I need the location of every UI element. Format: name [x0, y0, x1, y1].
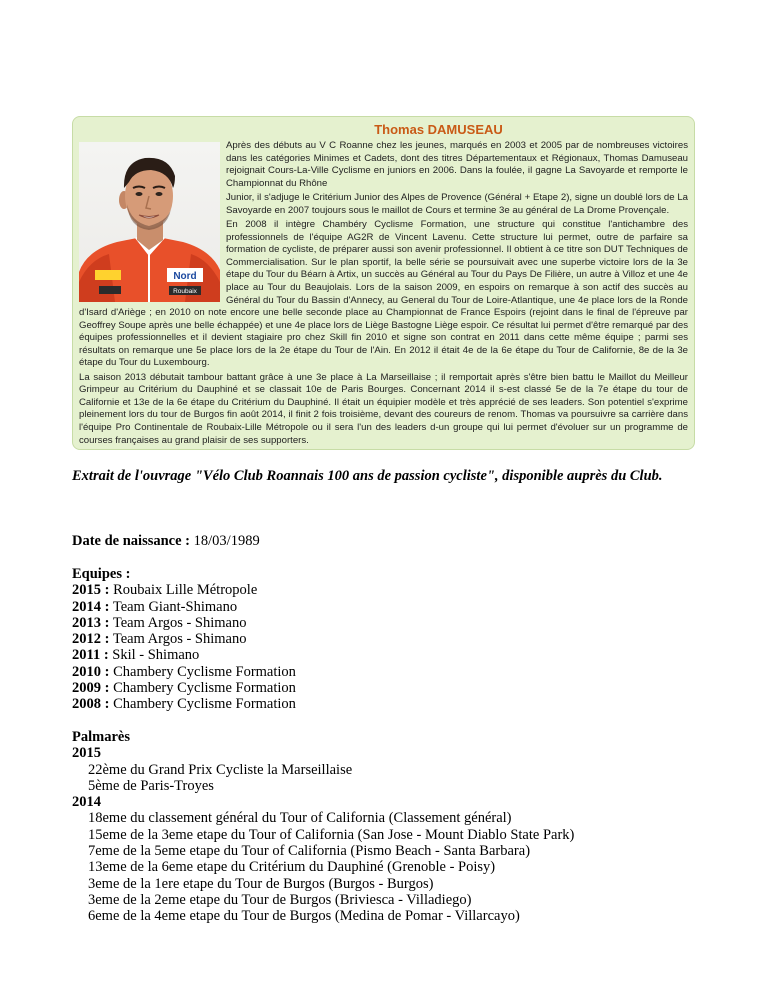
team-row [72, 615, 296, 631]
team-row [72, 599, 296, 615]
palmares-result: 22ème du Grand Prix Cycliste la Marseillaise [88, 761, 353, 778]
team-year: 2009 : [72, 680, 110, 697]
bio-paragraph: Après des débuts au V C Roanne chez les jeunes, marqués en 2003 et 2005 par de nombreuses victoires dans les catégories Minimes et Cadets, dont des titres Départementaux et Régionaux, Thomas Damuseau rejoignait Cours-La-Ville Cyclisme en juniors en 2006. Dans la foulée, il gagne La Savoyarde et remporte le Championnat du Rhône [226, 140, 688, 189]
palmares-result: 15eme de la 3eme etape du Tour of California (San Jose - Mount Diablo State Park) [88, 826, 575, 843]
team-year: 2013 : [72, 614, 110, 631]
team-name: Team Argos - Shimano [112, 631, 247, 648]
team-name: Chambery Cyclisme Formation [113, 663, 296, 680]
palmares-result: 18eme du classement général du Tour of California (Classement général) [88, 810, 512, 827]
team-name: Roubaix Lille Métropole [113, 582, 258, 599]
team-row [72, 696, 296, 712]
teams-section [72, 566, 296, 713]
team-row [72, 631, 296, 647]
bio-paragraph: Junior, il s'adjuge le Critérium Junior des Alpes de Provence (Général + Etape 2), signe un doublé lors de La Savoyarde en 2007 toujours sous le maillot de Cours et termine 3e au général de La Drome Provençale. [226, 192, 688, 216]
palmares-result: 6eme de la 4eme etape du Tour de Burgos (Medina de Pomar - Villarcayo) [88, 908, 520, 925]
team-row [72, 582, 296, 598]
jersey-team-text: Roubaix [173, 288, 197, 295]
team-name: Team Giant-Shimano [112, 598, 238, 615]
bio-paragraph: La saison 2013 débutait tambour battant grâce à une 3e place à La Marseillaise ; il remportait après s'être bien battu le Maillot du Meilleur Grimpeur au Critérium du Dauphiné et se classait 10e de Paris Bourges. Concernant 2014 il s-est classé 5e de la 7e étape du tour de Californie et 13e de la 6e étape du Critérium du Dauphiné. Il était un équipier modèle et très apprécié de ses leaders. Son potentiel s'exprime pleinement lors du tour de Burgos fin août 2014, il finit 2 fois troisième, devant des coureurs de renom. Thomas va poursuivre sa carrière dans l'équipe Pro Continentale de Roubaix-Lille Métropole ou il sera l'un des leaders d-un groupe qui lui permet d'évoluer sur un programme de courses françaises au grand plaisir de ses supporters. [79, 371, 688, 446]
team-row [72, 647, 296, 663]
team-year: 2015 : [72, 582, 110, 599]
bio-title: Thomas DAMUSEAU [374, 122, 503, 137]
team-name: Chambery Cyclisme Formation [113, 696, 296, 713]
palmares-result: 5ème de Paris-Troyes [88, 777, 214, 794]
team-name: Chambery Cyclisme Formation [113, 680, 296, 697]
teams-heading: Equipes : [72, 566, 131, 582]
rider-portrait-image [79, 142, 220, 302]
team-row [72, 664, 296, 680]
palmares-year: 2015 [72, 745, 101, 762]
team-year: 2011 : [72, 647, 109, 664]
bio-paragraph: En 2008 il intègre Chambéry Cyclisme Formation, une structure qui constitue l'antichambre des professionnels de l'équipe AG2R de Vincent Lavenu. Cette structure lui permet, outre de parfaire sa formation de cycliste, de préparer aussi son avenir professionnel. Il obtient à ce titre son DUT Techniques de Commercialisation. Sur le plan sportif, la belle série se poursuivait avec une superbe victoire lors de la 3e étape du Tour du Béarn à Artix, un succès au Général au Tour du Pays De Filière, un autre à Villoz et une 4e place au Tour du Beaujolais. Lors de la saison 2009, en espoirs on remarque à son actif des succès au Général du Tour du Bassin d'Annecy, au General du Tour de Loire-Atlantique, une 4e place lors de la Ronde d'Isard d'Ariège ; en 2010 on note encore une belle seconde place au Championnat de France Espoirs (rejoint dans le final de l'épreuve par Geoffrey Soupe après une belle échappée) et une 4e place lors de Liège Bastogne Liège espoir. Ce résultat lui permet d'être remarqué par des équipes professionnelles et il devient stagiaire pro chez Skill fin 2010 et signe son contrat en 2011 dans cette même équipe ; parmi ses résultats on remarque une 5e place lors de la 2e étape du Tour de l'Ain. En 2012 il était 4e de la 6e étape du Tour de Californie, 8e de la 3e étape du Tour du Luxembourg. [79, 219, 688, 369]
book-caption: Extrait de l'ouvrage "Vélo Club Roannais 100 ans de passion cycliste", disponible auprès du Club. [72, 468, 663, 484]
team-year: 2008 : [72, 696, 110, 713]
palmares-result: 7eme de la 5eme etape du Tour of California (Pismo Beach - Santa Barbara) [88, 843, 531, 860]
birth-date-label: Date de naissance : [72, 533, 191, 549]
team-year: 2012 : [72, 631, 110, 648]
palmares-result: 13eme de la 6eme etape du Critérium du Dauphiné (Grenoble - Poisy) [88, 859, 496, 876]
palmares-heading: Palmarès [72, 729, 130, 745]
bio-box [72, 116, 695, 450]
birth-date-value: 18/03/1989 [193, 533, 260, 549]
birth-date-line [72, 533, 260, 549]
palmares-section [72, 729, 574, 925]
team-year: 2010 : [72, 663, 110, 680]
team-name: Team Argos - Shimano [112, 614, 247, 631]
team-name: Skil - Shimano [112, 647, 200, 664]
rider-photo [79, 142, 220, 302]
palmares-year: 2014 [72, 794, 101, 811]
palmares-result: 3eme de la 1ere etape du Tour de Burgos (Burgos - Burgos) [88, 875, 434, 892]
team-year: 2014 : [72, 598, 110, 615]
team-row [72, 680, 296, 696]
palmares-result: 3eme de la 2eme etape du Tour de Burgos (Briviesca - Villadiego) [88, 891, 472, 908]
jersey-sponsor-text: Nord [173, 271, 197, 282]
